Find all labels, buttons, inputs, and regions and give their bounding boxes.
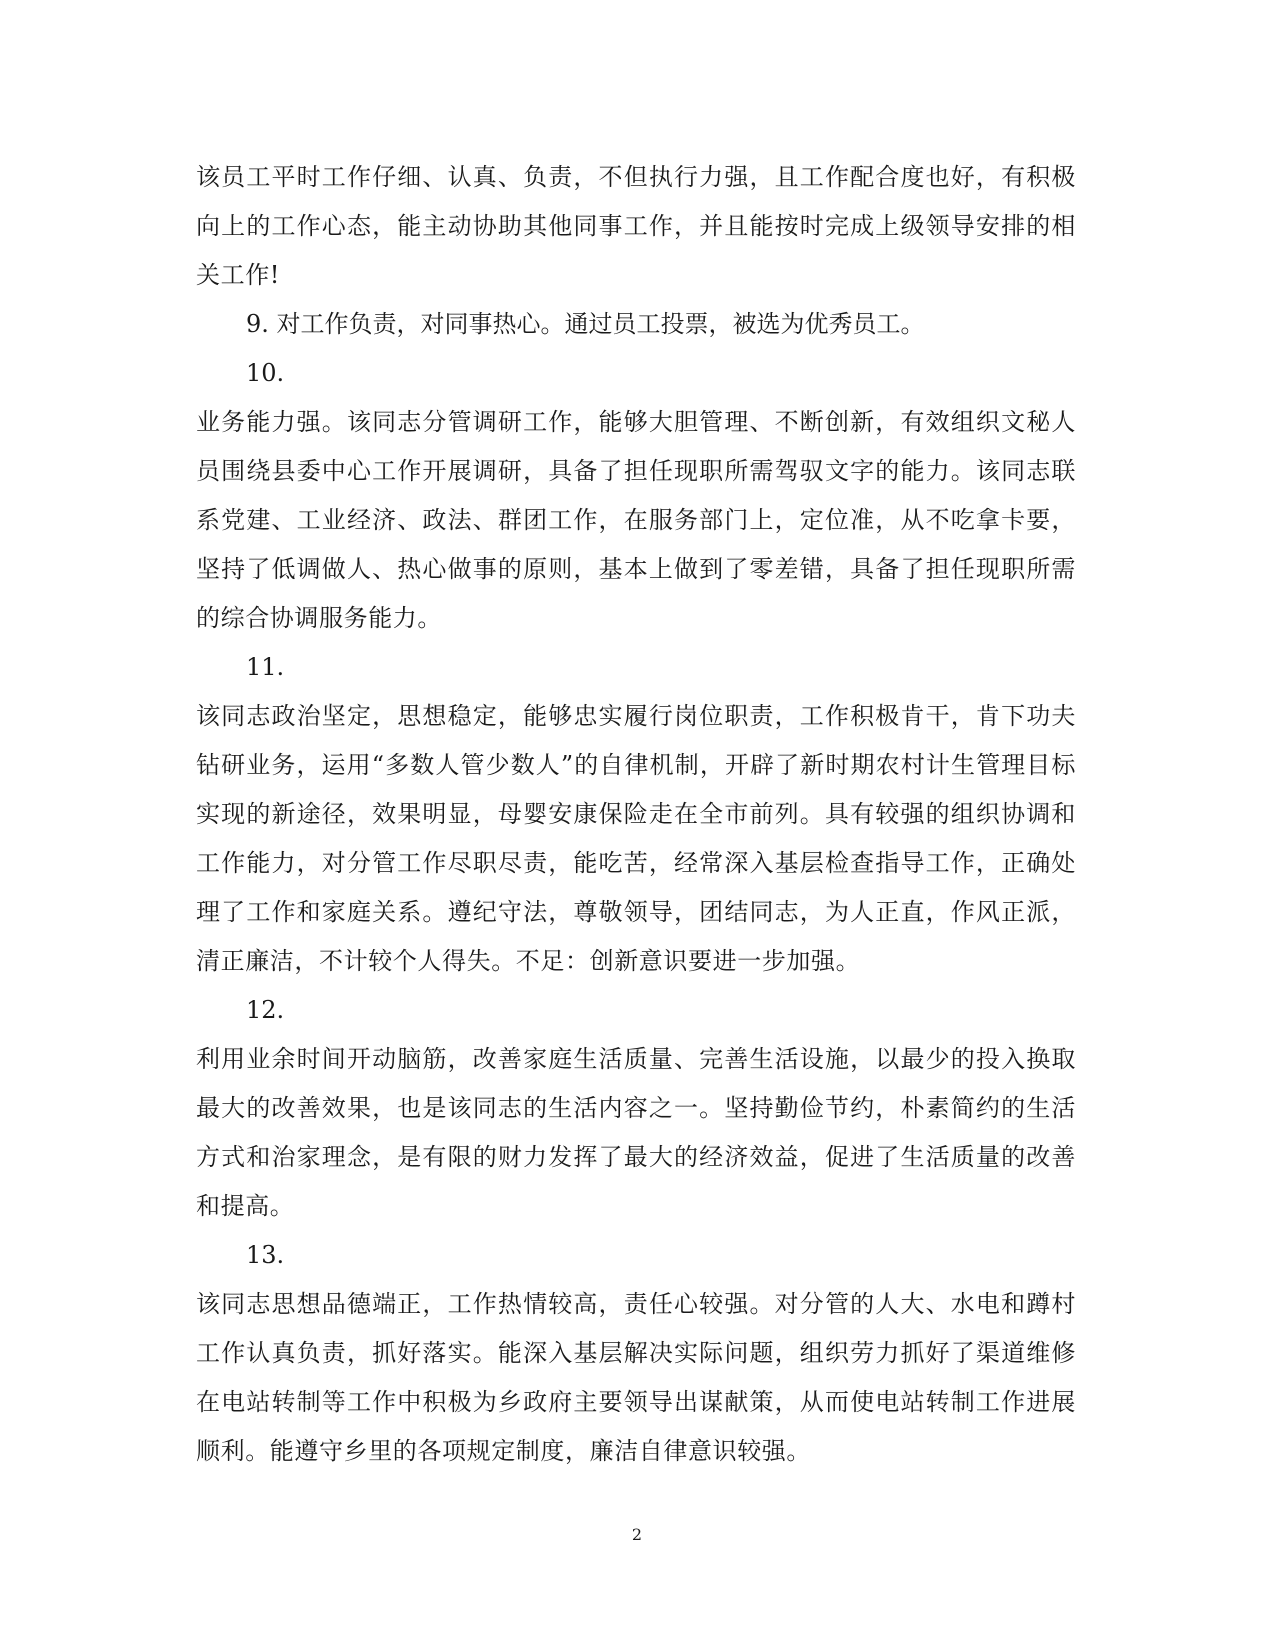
item-13-paragraph: 该同志思想品德端正，工作热情较高，责任心较强。对分管的人大、水电和蹲村工作认真负责，抓好落实。能深入基层解决实际问题，组织劳力抓好了渠道维修在电站转制等工作中积极为乡政府主要领导出谋献策，从而使电站转制工作进展顺利。能遵守乡里的各项规定制度，廉洁自律意识较强。 — [196, 1290, 1076, 1465]
item-11-paragraph: 该同志政治坚定，思想稳定，能够忠实履行岗位职责，工作积极肯干，肯下功夫钻研业务，运用“多数人管少数人”的自律机制，开辟了新时期农村计生管理目标实现的新途径，效果明显，母婴安康保险走在全市前列。具有较强的组织协调和工作能力，对分管工作尽职尽责，能吃苦，经常深入基层检查指导工作，正确处理了工作和家庭关系。遵纪守法，尊敬领导，团结同志，为人正直，作风正派，清正廉洁，不计较个人得失。不足：创新意识要进一步加强。 — [196, 702, 1076, 975]
item-10-paragraph: 业务能力强。该同志分管调研工作，能够大胆管理、不断创新，有效组织文秘人员围绕县委中心工作开展调研，具备了担任现职所需驾驭文字的能力。该同志联系党建、工业经济、政法、群团工作，在服务部门上，定位准，从不吃拿卡要，坚持了低调做人、热心做事的原则，基本上做到了零差错，具备了担任现职所需的综合协调服务能力。 — [196, 408, 1076, 632]
document-body — [196, 153, 1076, 1476]
item-11-number: 11. — [246, 653, 285, 681]
item-13-number: 13. — [246, 1241, 285, 1269]
item-12-paragraph: 利用业余时间开动脑筋，改善家庭生活质量、完善生活设施，以最少的投入换取最大的改善效果，也是该同志的生活内容之一。坚持勤俭节约，朴素简约的生活方式和治家理念，是有限的财力发挥了最大的经济效益，促进了生活质量的改善和提高。 — [196, 1045, 1076, 1220]
item-12-number: 12. — [246, 996, 285, 1024]
item-9: 9. 对工作负责，对同事热心。通过员工投票，被选为优秀员工。 — [246, 310, 925, 338]
intro-paragraph: 该员工平时工作仔细、认真、负责，不但执行力强，且工作配合度也好，有积极向上的工作心态，能主动协助其他同事工作，并且能按时完成上级领导安排的相关工作! — [196, 163, 1076, 289]
page-number: 2 — [631, 1525, 643, 1544]
item-10-number: 10. — [246, 359, 285, 387]
